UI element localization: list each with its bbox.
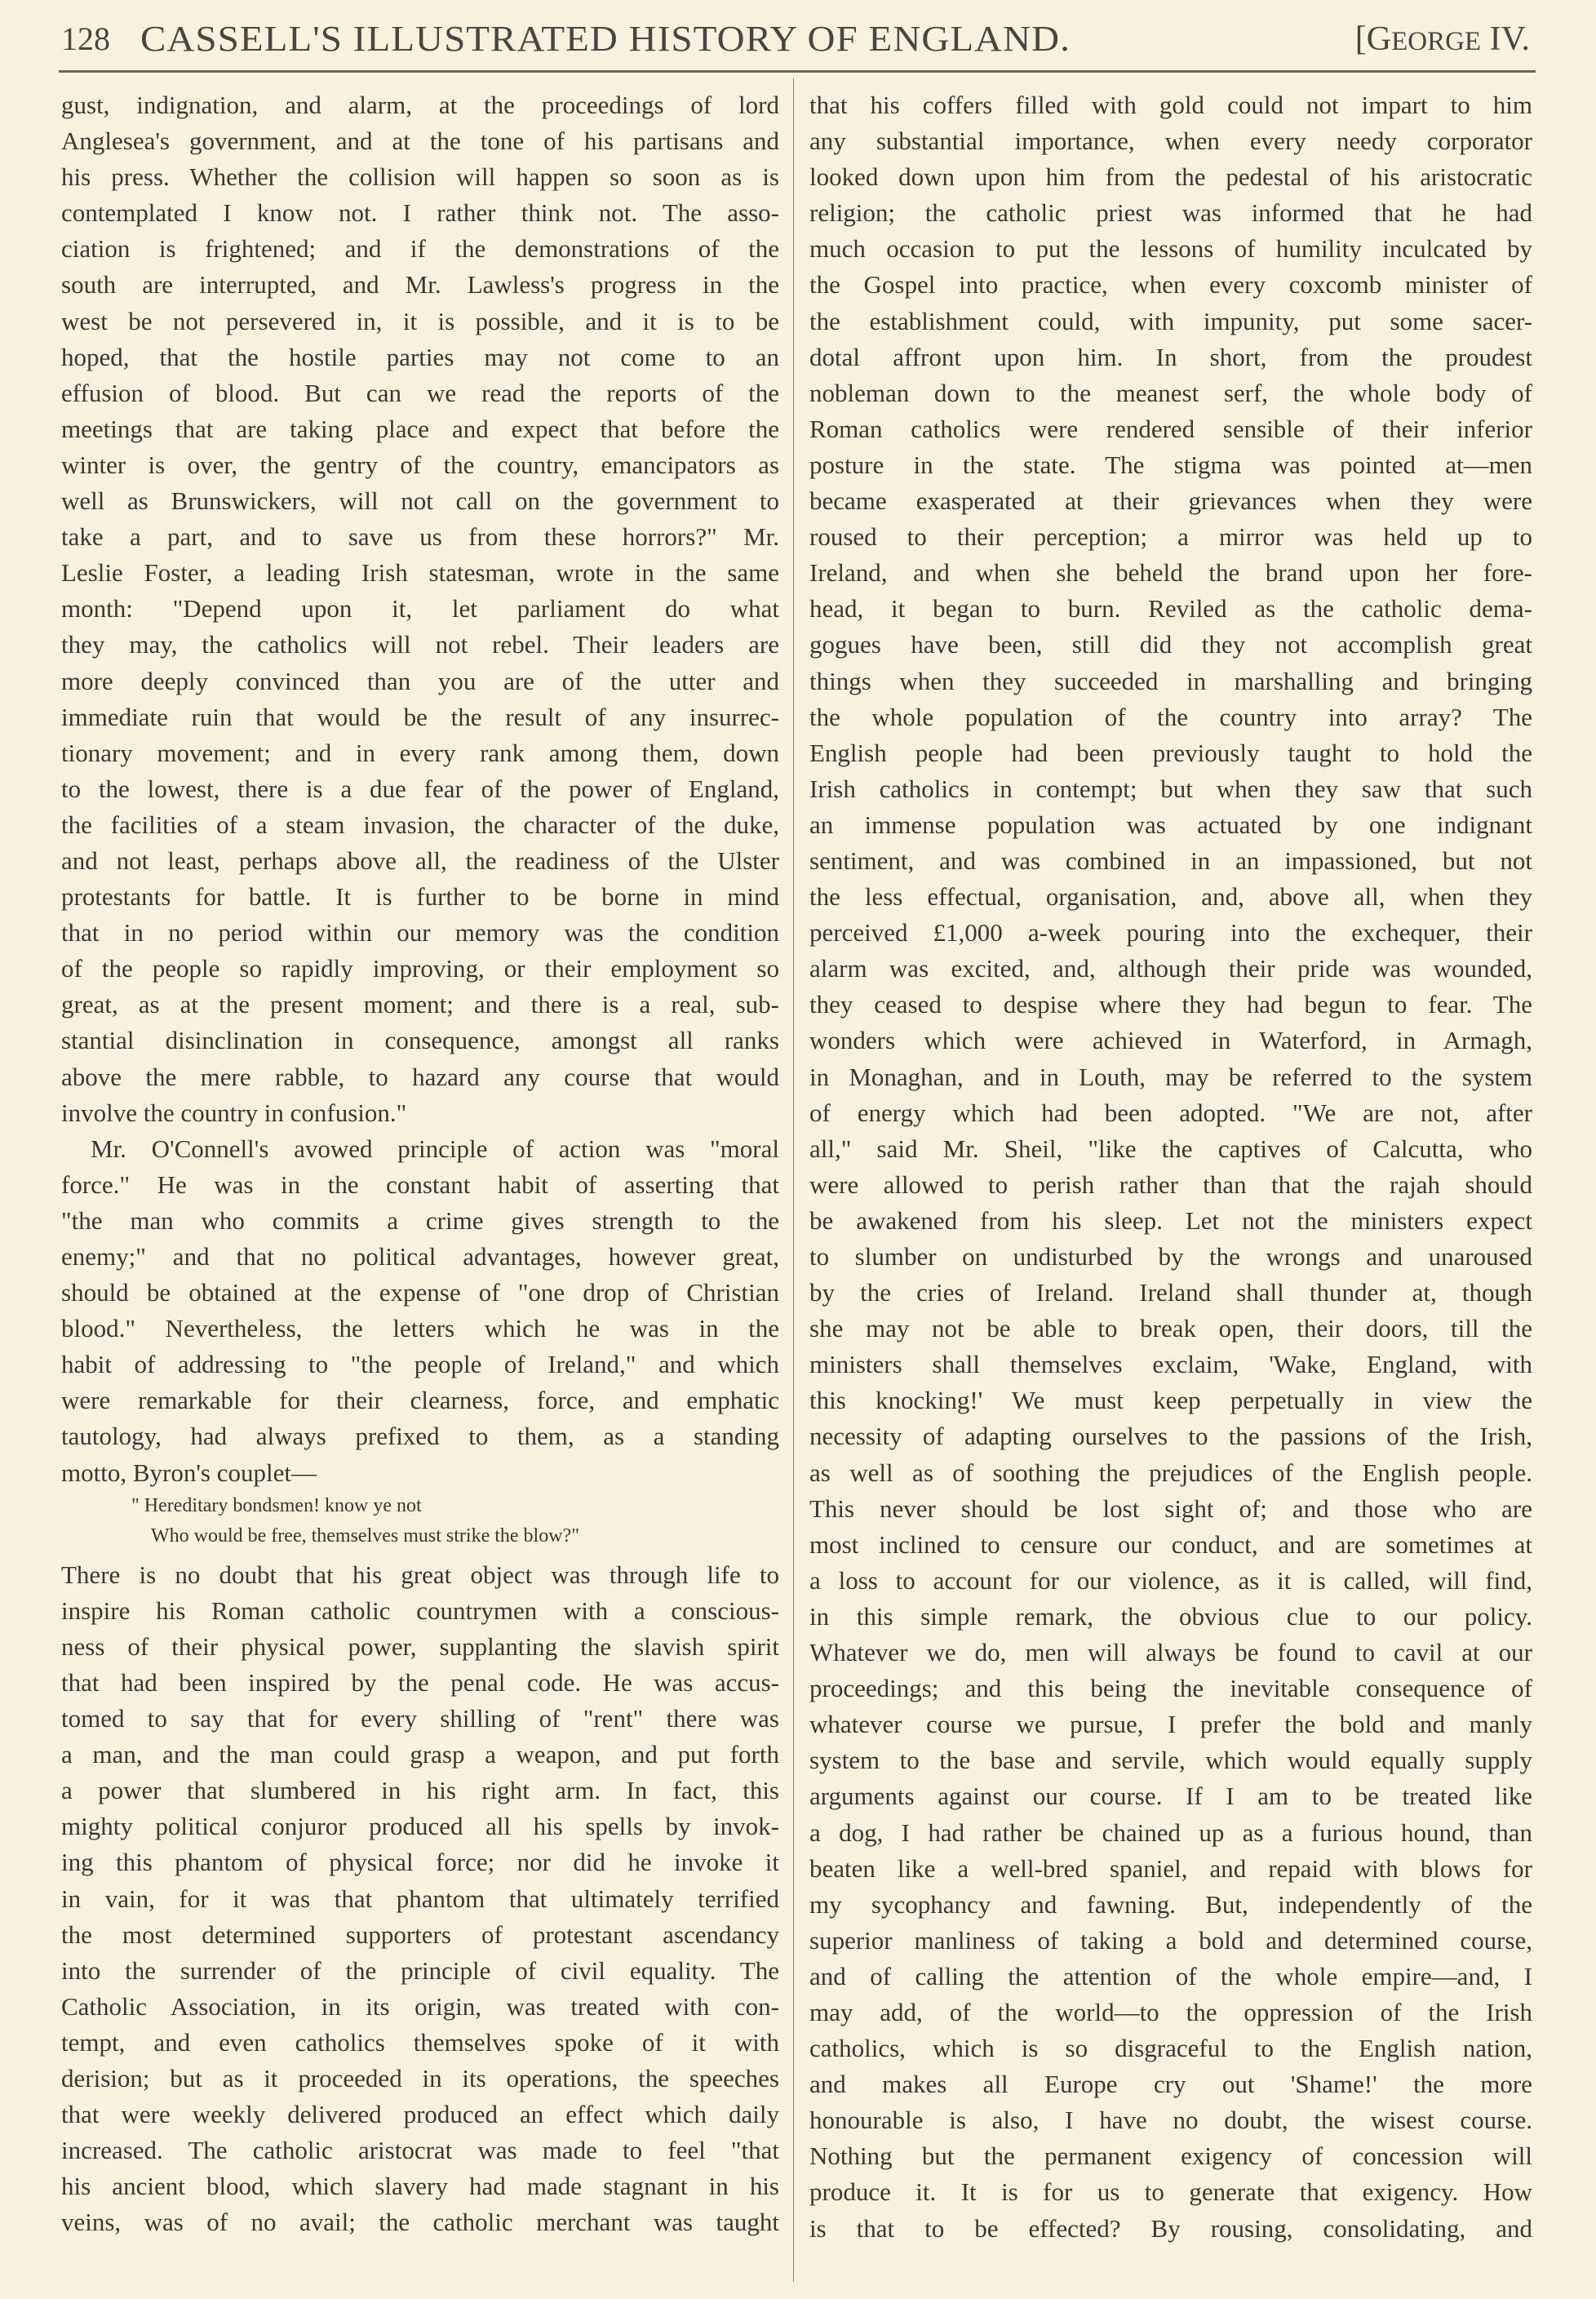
text-line: his press. Whether the collision will happen so soon as is xyxy=(61,162,779,192)
text-line: became exasperated at their grievances when they were xyxy=(809,486,1532,516)
section-name: EORGE xyxy=(1391,27,1482,56)
text-line: Leslie Foster, a leading Irish statesman, wrote in the same xyxy=(61,558,779,588)
text-line: west be not persevered in, it is possible, and it is to be xyxy=(61,306,779,335)
text-line: were remarkable for their clearness, force, and emphatic xyxy=(61,1386,779,1415)
text-line: tempt, and even catholics themselves spoke of it with xyxy=(61,2027,779,2057)
text-line: my sycophancy and fawning. But, independently of the xyxy=(809,1889,1532,1919)
text-line: increased. The catholic aristocrat was made to feel "that xyxy=(61,2136,779,2165)
text-line: arguments against our course. If I am to be treated like xyxy=(809,1782,1532,1811)
text-line: protestants for battle. It is further to be borne in mind xyxy=(61,882,779,912)
text-line: habit of addressing to "the people of Ireland," and which xyxy=(61,1350,779,1379)
text-line: this knocking!' We must keep perpetually in view the xyxy=(809,1386,1532,1415)
text-line: posture in the state. The stigma was pointed at—men xyxy=(809,450,1532,479)
text-line: all," said Mr. Sheil, "like the captives of Calcutta, who xyxy=(809,1134,1532,1163)
section-heading xyxy=(1322,18,1530,60)
text-line: the most determined supporters of protestant ascendancy xyxy=(61,1920,779,1949)
text-line: of energy which had been adopted. "We are not, after xyxy=(809,1098,1532,1127)
text-line: There is no doubt that his great object was through life to xyxy=(61,1560,779,1589)
text-line: This never should be lost sight of; and those who are xyxy=(809,1493,1532,1523)
text-line: may add, of the world—to the oppression of the Irish xyxy=(809,1997,1532,2026)
text-line: Mr. O'Connell's avowed principle of action was "moral xyxy=(91,1134,779,1163)
text-line: month: "Depend upon it, let parliament do what xyxy=(61,594,779,624)
page-number: 128 xyxy=(61,20,110,57)
text-line: they ceased to despise where they had begun to fear. The xyxy=(809,990,1532,1019)
text-line: Anglesea's government, and at the tone of his partisans and xyxy=(61,126,779,156)
text-line: inspire his Roman catholic countrymen with a conscious- xyxy=(61,1596,779,1625)
text-line: winter is over, the gentry of the country, emancipators as xyxy=(61,450,779,479)
text-line: Whatever we do, men will always be found to cavil at our xyxy=(809,1638,1532,1667)
text-line: effusion of blood. But can we read the reports of the xyxy=(61,378,779,407)
text-line: in Monaghan, and in Louth, may be referred to the system xyxy=(809,1062,1532,1091)
text-line: to slumber on undisturbed by the wrongs and unaroused xyxy=(809,1242,1532,1271)
text-line: motto, Byron's couplet— xyxy=(61,1458,317,1487)
text-line: the establishment could, with impunity, put some sacer- xyxy=(809,306,1532,335)
text-line: necessity of adapting ourselves to the passions of the Irish, xyxy=(809,1422,1532,1451)
text-line: head, it began to burn. Reviled as the catholic dema- xyxy=(809,594,1532,624)
text-line: they may, the catholics will not rebel. Their leaders are xyxy=(61,630,779,659)
text-line: of the people so rapidly improving, or their employment so xyxy=(61,954,779,983)
text-line: hoped, that the hostile parties may not come to an xyxy=(61,342,779,371)
text-line: whatever course we pursue, I prefer the bold and manly xyxy=(809,1710,1532,1739)
section-bracket: [G xyxy=(1354,20,1392,58)
text-line: system to the base and servile, which would equally supply xyxy=(809,1746,1532,1775)
text-line: the Gospel into practice, when every coxcomb minister of xyxy=(809,270,1532,300)
text-line: in this simple remark, the obvious clue to our policy. xyxy=(809,1601,1532,1631)
text-line: a dog, I had rather be chained up as a furious hound, than xyxy=(809,1817,1532,1847)
text-line: dotal affront upon him. In short, from the proudest xyxy=(809,342,1532,371)
text-line: gogues have been, still did they not accomplish great xyxy=(809,630,1532,659)
verse-quote xyxy=(131,1491,779,1551)
text-line: alarm was excited, and, although their pride was wounded, xyxy=(809,954,1532,983)
text-line: proceedings; and this being the inevitable consequence of xyxy=(809,1674,1532,1703)
text-line: were allowed to perish rather than that the rajah should xyxy=(809,1169,1532,1199)
text-line: and of calling the attention of the whole empire—and, I xyxy=(809,1961,1532,1991)
text-line: the whole population of the country into array? The xyxy=(809,702,1532,731)
text-line: as well as of soothing the prejudices of the English people. xyxy=(809,1458,1532,1487)
text-line: nobleman down to the meanest serf, the whole body of xyxy=(809,378,1532,407)
text-line: enemy;" and that no political advantages, however great, xyxy=(61,1242,779,1271)
text-line: a loss to account for our violence, as it is called, will find, xyxy=(809,1565,1532,1595)
text-line: more deeply convinced than you are of the utter and xyxy=(61,666,779,695)
text-line: beaten like a well-bred spaniel, and repaid with blows for xyxy=(809,1853,1532,1883)
text-line: ness of their physical power, supplanting the slavish spirit xyxy=(61,1631,779,1661)
text-line: superior manliness of taking a bold and determined course, xyxy=(809,1925,1532,1955)
text-line: his ancient blood, which slavery had made stagnant in his xyxy=(61,2172,779,2201)
text-line: stantial disinclination in consequence, amongst all ranks xyxy=(61,1026,779,1055)
text-line: Nothing but the permanent exigency of concession will xyxy=(809,2141,1532,2171)
text-line: catholics, which is so disgraceful to the English nation, xyxy=(809,2034,1532,2063)
text-line: that had been inspired by the penal code. He was accus- xyxy=(61,1667,779,1697)
text-line: into the surrender of the principle of civil equality. The xyxy=(61,1955,779,1985)
text-line: religion; the catholic priest was informed that he had xyxy=(809,198,1532,228)
text-line: force." He was in the constant habit of asserting that xyxy=(61,1169,779,1199)
right-column xyxy=(809,87,1532,2247)
verse-line: " Hereditary bondsmen! know ye not xyxy=(131,1494,422,1516)
text-line: a power that slumbered in his right arm. In fact, this xyxy=(61,1776,779,1805)
text-line: an immense population was actuated by one indignant xyxy=(809,810,1532,839)
text-line: Ireland, and when she beheld the brand upon her fore- xyxy=(809,558,1532,588)
text-line: veins, was of no avail; the catholic merchant was taught xyxy=(61,2208,779,2237)
text-line: blood." Nevertheless, the letters which he was in the xyxy=(61,1314,779,1343)
text-line: Catholic Association, in its origin, was treated with con- xyxy=(61,1991,779,2021)
text-line: by the cries of Ireland. Ireland shall thunder at, though xyxy=(809,1278,1532,1307)
column-divider xyxy=(793,78,794,2282)
text-line: Roman catholics were rendered sensible of their inferior xyxy=(809,414,1532,443)
text-line: contemplated I know not. I rather think not. The asso- xyxy=(61,198,779,228)
text-line: south are interrupted, and Mr. Lawless's progress in the xyxy=(61,270,779,300)
text-line: that his coffers filled with gold could not impart to him xyxy=(809,91,1532,119)
running-title: CASSELL'S ILLUSTRATED HISTORY OF ENGLAND. xyxy=(140,19,1071,59)
text-line: she may not be able to break open, their doors, till the xyxy=(809,1314,1532,1343)
text-line: well as Brunswickers, will not call on the government to xyxy=(61,486,779,516)
text-line: ing this phantom of physical force; nor did he invoke it xyxy=(61,1848,779,1877)
text-line: that in no period within our memory was the condition xyxy=(61,918,779,948)
text-line: above the mere rabble, to hazard any course that would xyxy=(61,1062,779,1091)
text-line: much occasion to put the lessons of humility inculcated by xyxy=(809,234,1532,264)
text-line: "the man who commits a crime gives strength to the xyxy=(61,1205,779,1235)
text-line: should be obtained at the expense of "one drop of Christian xyxy=(61,1278,779,1307)
text-line: produce it. It is for us to generate that exigency. How xyxy=(809,2177,1532,2207)
text-line: great, as at the present moment; and there is a real, sub- xyxy=(61,990,779,1019)
text-line: be awakened from his sleep. Let not the ministers expect xyxy=(809,1205,1532,1235)
text-line: derision; but as it proceeded in its operations, the speeches xyxy=(61,2063,779,2093)
text-line: Irish catholics in contempt; but when they saw that such xyxy=(809,774,1532,803)
text-line: the less effectual, organisation, and, above all, when they xyxy=(809,882,1532,912)
verse-line: Who would be free, themselves must strike the blow?" xyxy=(151,1525,579,1547)
header-rule xyxy=(59,70,1536,73)
text-line: tionary movement; and in every rank among them, down xyxy=(61,738,779,767)
text-line: meetings that are taking place and expect that before the xyxy=(61,414,779,443)
text-line: any substantial importance, when every needy corporator xyxy=(809,126,1532,156)
text-line: wonders which were achieved in Waterford, in Armagh, xyxy=(809,1026,1532,1055)
text-line: English people had been previously taught to hold the xyxy=(809,738,1532,767)
text-line: take a part, and to save us from these horrors?" Mr. xyxy=(61,522,779,552)
text-line: roused to their perception; a mirror was held up to xyxy=(809,522,1532,552)
text-line: the facilities of a steam invasion, the character of the duke, xyxy=(61,810,779,839)
section-numeral: IV. xyxy=(1481,20,1530,58)
text-line: mighty political conjuror produced all his spells by invok- xyxy=(61,1812,779,1841)
text-line: and makes all Europe cry out 'Shame!' the more xyxy=(809,2070,1532,2099)
text-line: ciation is frightened; and if the demonstrations of the xyxy=(61,234,779,264)
text-line: involve the country in confusion." xyxy=(61,1098,407,1127)
text-line: tomed to say that for every shilling of "rent" there was xyxy=(61,1704,779,1733)
text-line: to the lowest, there is a due fear of the power of England, xyxy=(61,774,779,803)
text-line: things when they succeeded in marshalling and bringing xyxy=(809,666,1532,695)
text-line: and not least, perhaps above all, the readiness of the Ulster xyxy=(61,845,779,875)
text-line: most inclined to censure our conduct, and are sometimes at xyxy=(809,1529,1532,1559)
text-line: that were weekly delivered produced an effect which daily xyxy=(61,2100,779,2129)
text-line: gust, indignation, and alarm, at the proceedings of lord xyxy=(61,91,779,119)
text-line: honourable is also, I have no doubt, the wisest course. xyxy=(809,2106,1532,2135)
text-line: sentiment, and was combined in an impassioned, but not xyxy=(809,845,1532,875)
text-line: a man, and the man could grasp a weapon, and put forth xyxy=(61,1740,779,1769)
text-line: immediate ruin that would be the result of any insurrec- xyxy=(61,702,779,731)
text-line: perceived £1,000 a-week pouring into the exchequer, their xyxy=(809,918,1532,948)
text-line: tautology, had always prefixed to them, as a standing xyxy=(61,1422,779,1451)
left-column xyxy=(61,87,779,2240)
text-line: is that to be effected? By rousing, consolidating, and xyxy=(809,2213,1532,2243)
text-line: in vain, for it was that phantom that ultimately terrified xyxy=(61,1884,779,1913)
text-line: looked down upon him from the pedestal of his aristocratic xyxy=(809,162,1532,192)
text-line: ministers shall themselves exclaim, 'Wake, England, with xyxy=(809,1350,1532,1379)
